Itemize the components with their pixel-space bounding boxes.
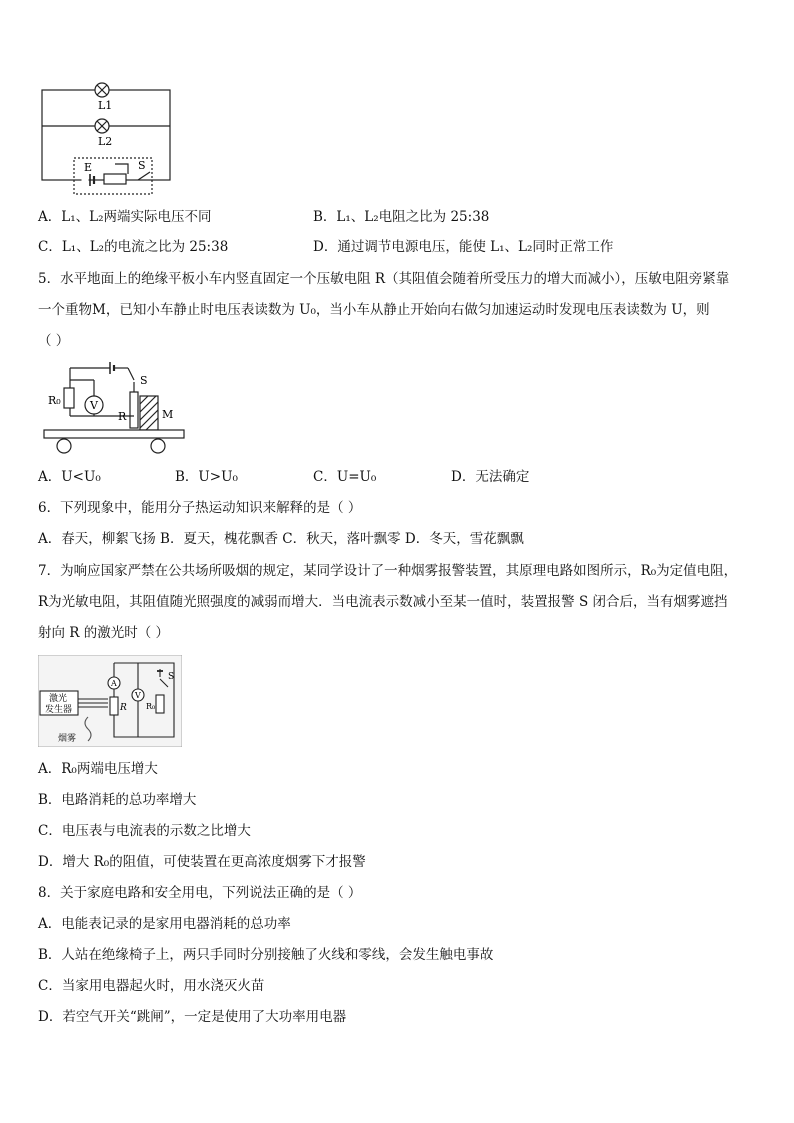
q7-laser-label-1: 激光	[49, 694, 68, 704]
q7-r-label: R	[120, 703, 127, 713]
q8-option-c: C．当家用电器起火时，用水浇灭火苗	[38, 978, 265, 994]
q7-option-a: A．R₀两端电压增大	[38, 761, 158, 777]
q4-option-b: B．L₁、L₂电阻之比为 25:38	[313, 209, 490, 225]
q4-l1-label: L1	[98, 99, 113, 112]
q4-l2-label: L2	[98, 135, 113, 148]
q8-option-a: A．电能表记录的是家用电器消耗的总功率	[38, 916, 291, 932]
q4-switch-label: S	[138, 159, 146, 172]
q5-option-d: D．无法确定	[451, 469, 530, 485]
q4-option-a: A．L₁、L₂两端实际电压不同	[38, 209, 212, 225]
q6-options: A．春天，柳絮飞扬 B．夏天，槐花飘香 C．秋天，落叶飘零 D．冬天，雪花飘飘	[38, 531, 524, 547]
q4-option-d: D．通过调节电源电压，能使 L₁、L₂同时正常工作	[313, 239, 614, 255]
q7-option-b: B．电路消耗的总功率增大	[38, 792, 197, 808]
q7-laser-label-2: 发生器	[45, 705, 73, 715]
q5-switch-label: S	[140, 374, 148, 387]
q7-option-c: C．电压表与电流表的示数之比增大	[38, 823, 251, 839]
q5-option-b: B．U>U₀	[175, 469, 238, 485]
q5-cart-figure	[40, 360, 190, 460]
q5-stem-line-3: （ ）	[38, 333, 70, 349]
q8-option-d: D．若空气开关“跳闸”，一定是使用了大功率用电器	[38, 1009, 347, 1025]
q5-r0-label: R₀	[48, 394, 61, 407]
q6-stem: 6．下列现象中，能用分子热运动知识来解释的是（ ）	[38, 500, 362, 516]
q7-alarm-figure	[38, 655, 182, 747]
q7-voltmeter-label: V	[135, 691, 141, 700]
q7-stem-line-3: 射向 R 的激光时（ ）	[38, 625, 170, 641]
q7-stem-line-1: 7．为响应国家严禁在公共场所吸烟的规定，某同学设计了一种烟雾报警装置，其原理电路如图所示，R₀为定值电阻，	[38, 563, 738, 579]
q7-switch-label: S	[168, 672, 175, 682]
q7-smoke-label: 烟雾	[58, 734, 77, 744]
q7-stem-line-2: R为光敏电阻，其阻值随光照强度的减弱而增大．当电流表示数减小至某一值时，装置报警 S 闭合后，当有烟雾遮挡	[38, 594, 728, 610]
q5-r-label: R	[118, 410, 127, 423]
q7-option-d: D．增大 R₀的阻值，可使装置在更高浓度烟雾下才报警	[38, 854, 366, 870]
q5-option-a: A．U<U₀	[38, 469, 101, 485]
q4-source-label: E	[84, 161, 93, 174]
q8-option-b: B．人站在绝缘椅子上，两只手同时分别接触了火线和零线，会发生触电事故	[38, 947, 494, 963]
q7-ammeter-label: A	[111, 679, 117, 688]
q4-circuit-figure	[38, 80, 178, 198]
q5-voltmeter-label: V	[90, 399, 98, 412]
q7-r0-label: R₀	[146, 702, 156, 711]
q5-stem-line-1: 5．水平地面上的绝缘平板小车内竖直固定一个压敏电阻 R（其阻值会随着所受压力的增大而减小），压敏电阻旁紧靠	[38, 271, 730, 287]
q5-mass-label: M	[162, 408, 174, 421]
q5-option-c: C．U=U₀	[313, 469, 377, 485]
q5-stem-line-2: 一个重物M，已知小车静止时电压表读数为 U₀，当小车从静止开始向右做匀加速运动时发现电压表读数为 U，则	[38, 302, 710, 318]
q8-stem: 8．关于家庭电路和安全用电，下列说法正确的是（ ）	[38, 885, 362, 901]
q4-option-c: C．L₁、L₂的电流之比为 25:38	[38, 239, 229, 255]
